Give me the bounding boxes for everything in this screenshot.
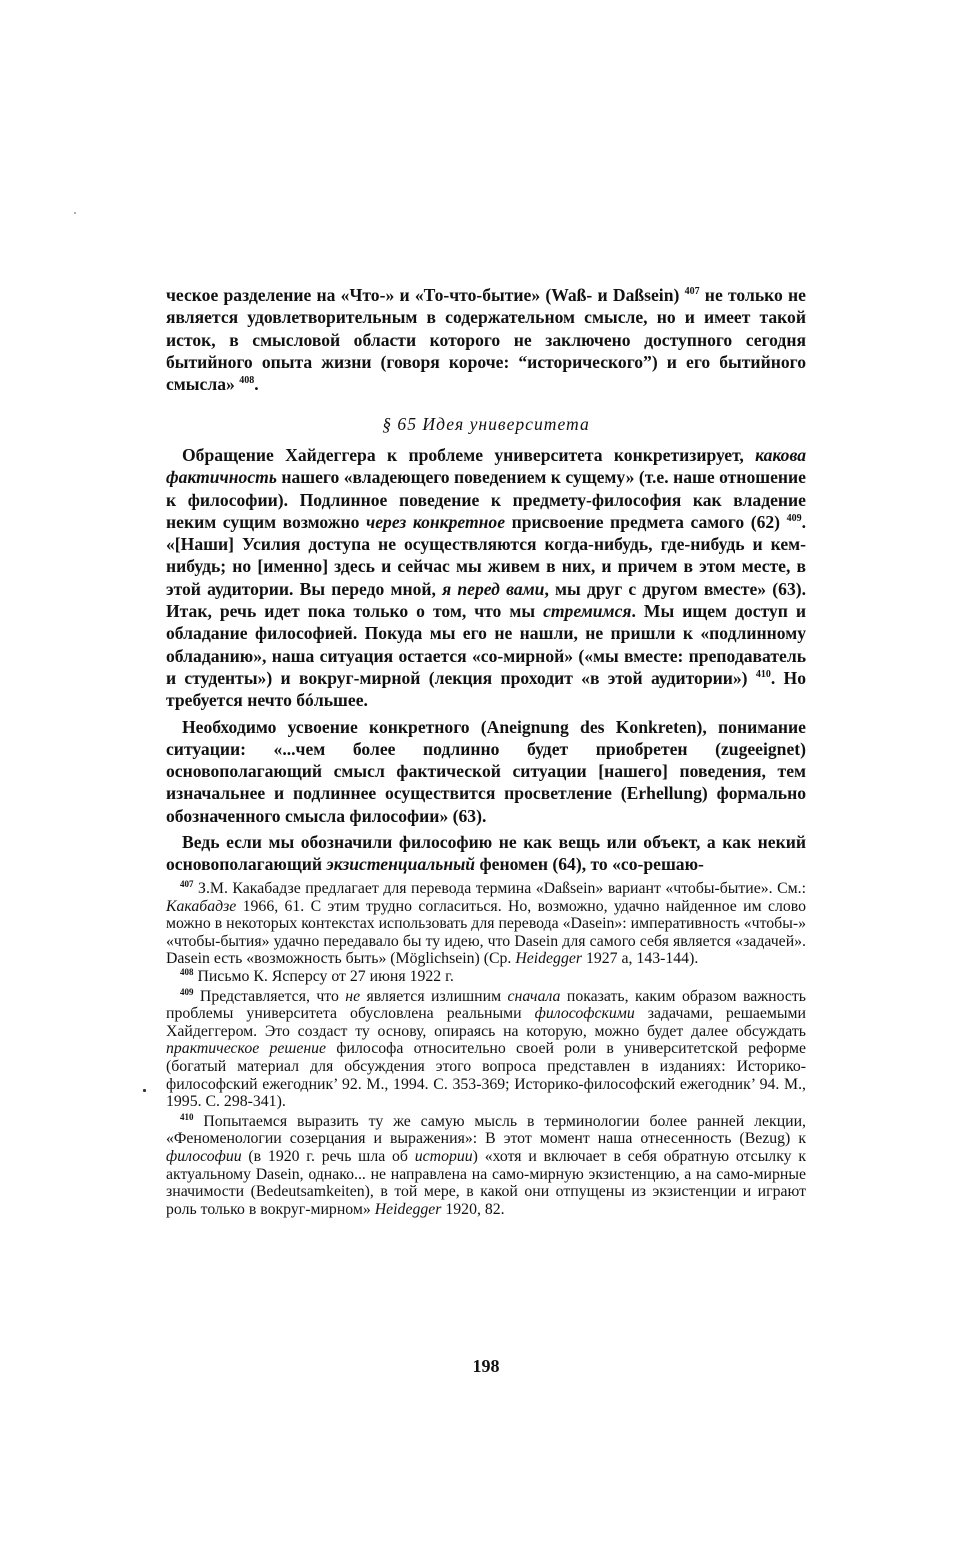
footnote-ref-407[interactable]: 407 xyxy=(684,286,700,297)
footnote-ref-408[interactable]: 408 xyxy=(239,375,255,387)
footnote-407 xyxy=(166,880,806,968)
italic-run: Какабадзе xyxy=(166,897,237,915)
italic-run: экзистенциальный xyxy=(326,854,476,875)
text-run: не только не является удовлетворительным в содержательном смысле, но и имеет такой исток, в смысловой области которого не заключено доступного сегодня бытийного опыта жизни (говоря короче: “исторического”) и его бытийного смысла» xyxy=(166,285,806,395)
top-paragraph xyxy=(166,284,806,395)
italic-run: Heidegger xyxy=(515,950,583,968)
italic-run: истории xyxy=(414,1147,473,1165)
footnote-number: 408 xyxy=(180,966,194,977)
footnote-410 xyxy=(166,1113,806,1219)
text-run: . Мы ищем доступ и обладание философией. Покуда мы его не нашли, не пришли к «подлинному обладанию», наша ситуация остается «со-мирной» («мы вместе: преподаватель и студенты») и вокруг-мирной (лекция проходит «в этой аудитории») xyxy=(166,601,806,688)
text-run: Попытаемся выразить ту же самую мысль в терминологии более ранней лекции, «Феноменологии созерцания и выражения»: В этот момент наша отнесенность (Bezug) к xyxy=(166,1112,806,1148)
text-run: Представляется, что xyxy=(193,987,346,1005)
text-run: Обращение Хайдеггера к проблеме университета конкретизирует, xyxy=(182,445,756,465)
top-paragraph-block xyxy=(166,284,806,395)
italic-run: стремимся xyxy=(543,601,632,622)
text-run: задачами, решаемыми Хайдеггером. Это создаст ту основу, опираясь на которую, можно будет далее обсуждать xyxy=(166,1005,806,1040)
footnote-408 xyxy=(166,968,806,986)
text-run: , мы друг с другом вместе» (63). Итак, речь идет пока только о том, что мы xyxy=(166,578,806,622)
text-run: 1927 а, 143-144). xyxy=(582,950,699,968)
text-run: является излишним xyxy=(360,987,508,1005)
text-run: ческое разделение на «Что-» и «То-что-бытие» (Waß- и Daßsein) xyxy=(166,285,685,305)
italic-run: я перед вами xyxy=(442,578,545,599)
text-run: . Но требуется нечто бóльшее. xyxy=(166,667,807,711)
paragraph-1 xyxy=(166,444,806,712)
main-body xyxy=(166,444,806,876)
footnote-number: 410 xyxy=(180,1111,194,1122)
footnote-409 xyxy=(166,988,806,1111)
text-run: присвоение предмета самого (62) xyxy=(505,511,787,532)
text-run: Ведь если мы обозначили философию не как вещь или объект, а как некий основополагающий xyxy=(166,832,806,875)
text-run: Письмо К. Ясперсу от 27 июня 1922 г. xyxy=(193,967,454,985)
text-run: . xyxy=(254,374,259,395)
text-run: 1920, 82. xyxy=(441,1200,505,1218)
italic-run: философскими xyxy=(534,1005,635,1023)
text-run: З.М. Какабадзе предлагает для перевода термина «Daßsein» вариант «чтобы-бытие». См.: xyxy=(193,880,806,897)
text-run: феномен (64), то «со-решаю- xyxy=(475,854,704,875)
italic-run: через конкретное xyxy=(366,511,506,532)
italic-run: Heidegger xyxy=(374,1200,442,1218)
text-run: (в 1920 г. речь шла об xyxy=(241,1147,415,1165)
italic-run: практическое решение xyxy=(166,1040,327,1058)
footnotes xyxy=(166,880,806,1218)
paragraph-2: Необходимо усвоение конкретного (Aneignung des Konkreten), понимание ситуации: «...чем более подлинно будет приобретен (zugeeignet) основополагающий смысл фактической ситуации [нашего] поведения, тем изначальнее и подлиннее осуществится просветление (Erhellung) формально обозначенного смысла философии» (63). xyxy=(166,716,806,826)
text-run: нашего «владеющего поведением к сущему» (т.е. наше отношение к философии). Подлинное поведение к предмету-философия как владение неким сущим возможно xyxy=(166,467,806,532)
footnote-ref-410[interactable]: 410 xyxy=(755,668,771,680)
paragraph-3 xyxy=(166,831,806,876)
footnote-number: 407 xyxy=(180,879,194,889)
scan-speck xyxy=(74,212,76,214)
text-run: показать, каким образом важность проблемы университета обусловлена реальными xyxy=(166,987,806,1023)
text-run: 1966, 61. С этим трудно согласиться. Но, возможно, удачно найденное им слово можно в некоторых контекстах использовать для перевода «Dasein»: императивность «чтобы-» «чтобы-бытия» удачно передавало бы ту идею, что Dasein для самого себя является «задачей». Dasein есть «возможность быть» (Möglichsein) (Ср. xyxy=(166,897,806,968)
italic-run: не xyxy=(345,987,361,1005)
text-run: . «[Наши] Усилия доступа не осуществляются когда-нибудь, где-нибудь и кем-нибудь; но [именно] здесь и сейчас мы живем в них, и причем в этом месте, в этой аудитории. Вы передо мной, xyxy=(166,511,806,599)
text-run: философа относительно своей роли в университетской реформе (богатый материал для обсуждения этого вопроса представлен в изданиях: Историко-философский ежегодник’ 92. М., 1994. С. 353-369; Историко-философский ежегодник’ 94. М., 1995. С. 298-341). xyxy=(166,1040,806,1111)
italic-run: философии xyxy=(166,1147,242,1165)
italic-run: какова фактичность xyxy=(166,445,806,488)
text-run: ) «хотя и включает в себя обратную отсылку к актуальному Dasein, однако... не направлена на само-мирную экзистенцию, а на само-мирные значимости (Bedeutsamkeiten), в той мере, в какой они отпущены из экзистенции и играют роль только в вокруг-мирном» xyxy=(166,1147,807,1218)
footnote-number: 409 xyxy=(180,986,194,997)
scan-speck xyxy=(143,1089,146,1092)
italic-run: сначала xyxy=(507,987,561,1005)
page-number: 198 xyxy=(472,1356,500,1376)
footnote-ref-409[interactable]: 409 xyxy=(786,512,802,524)
section-heading: § 65 Идея университета xyxy=(382,414,590,434)
